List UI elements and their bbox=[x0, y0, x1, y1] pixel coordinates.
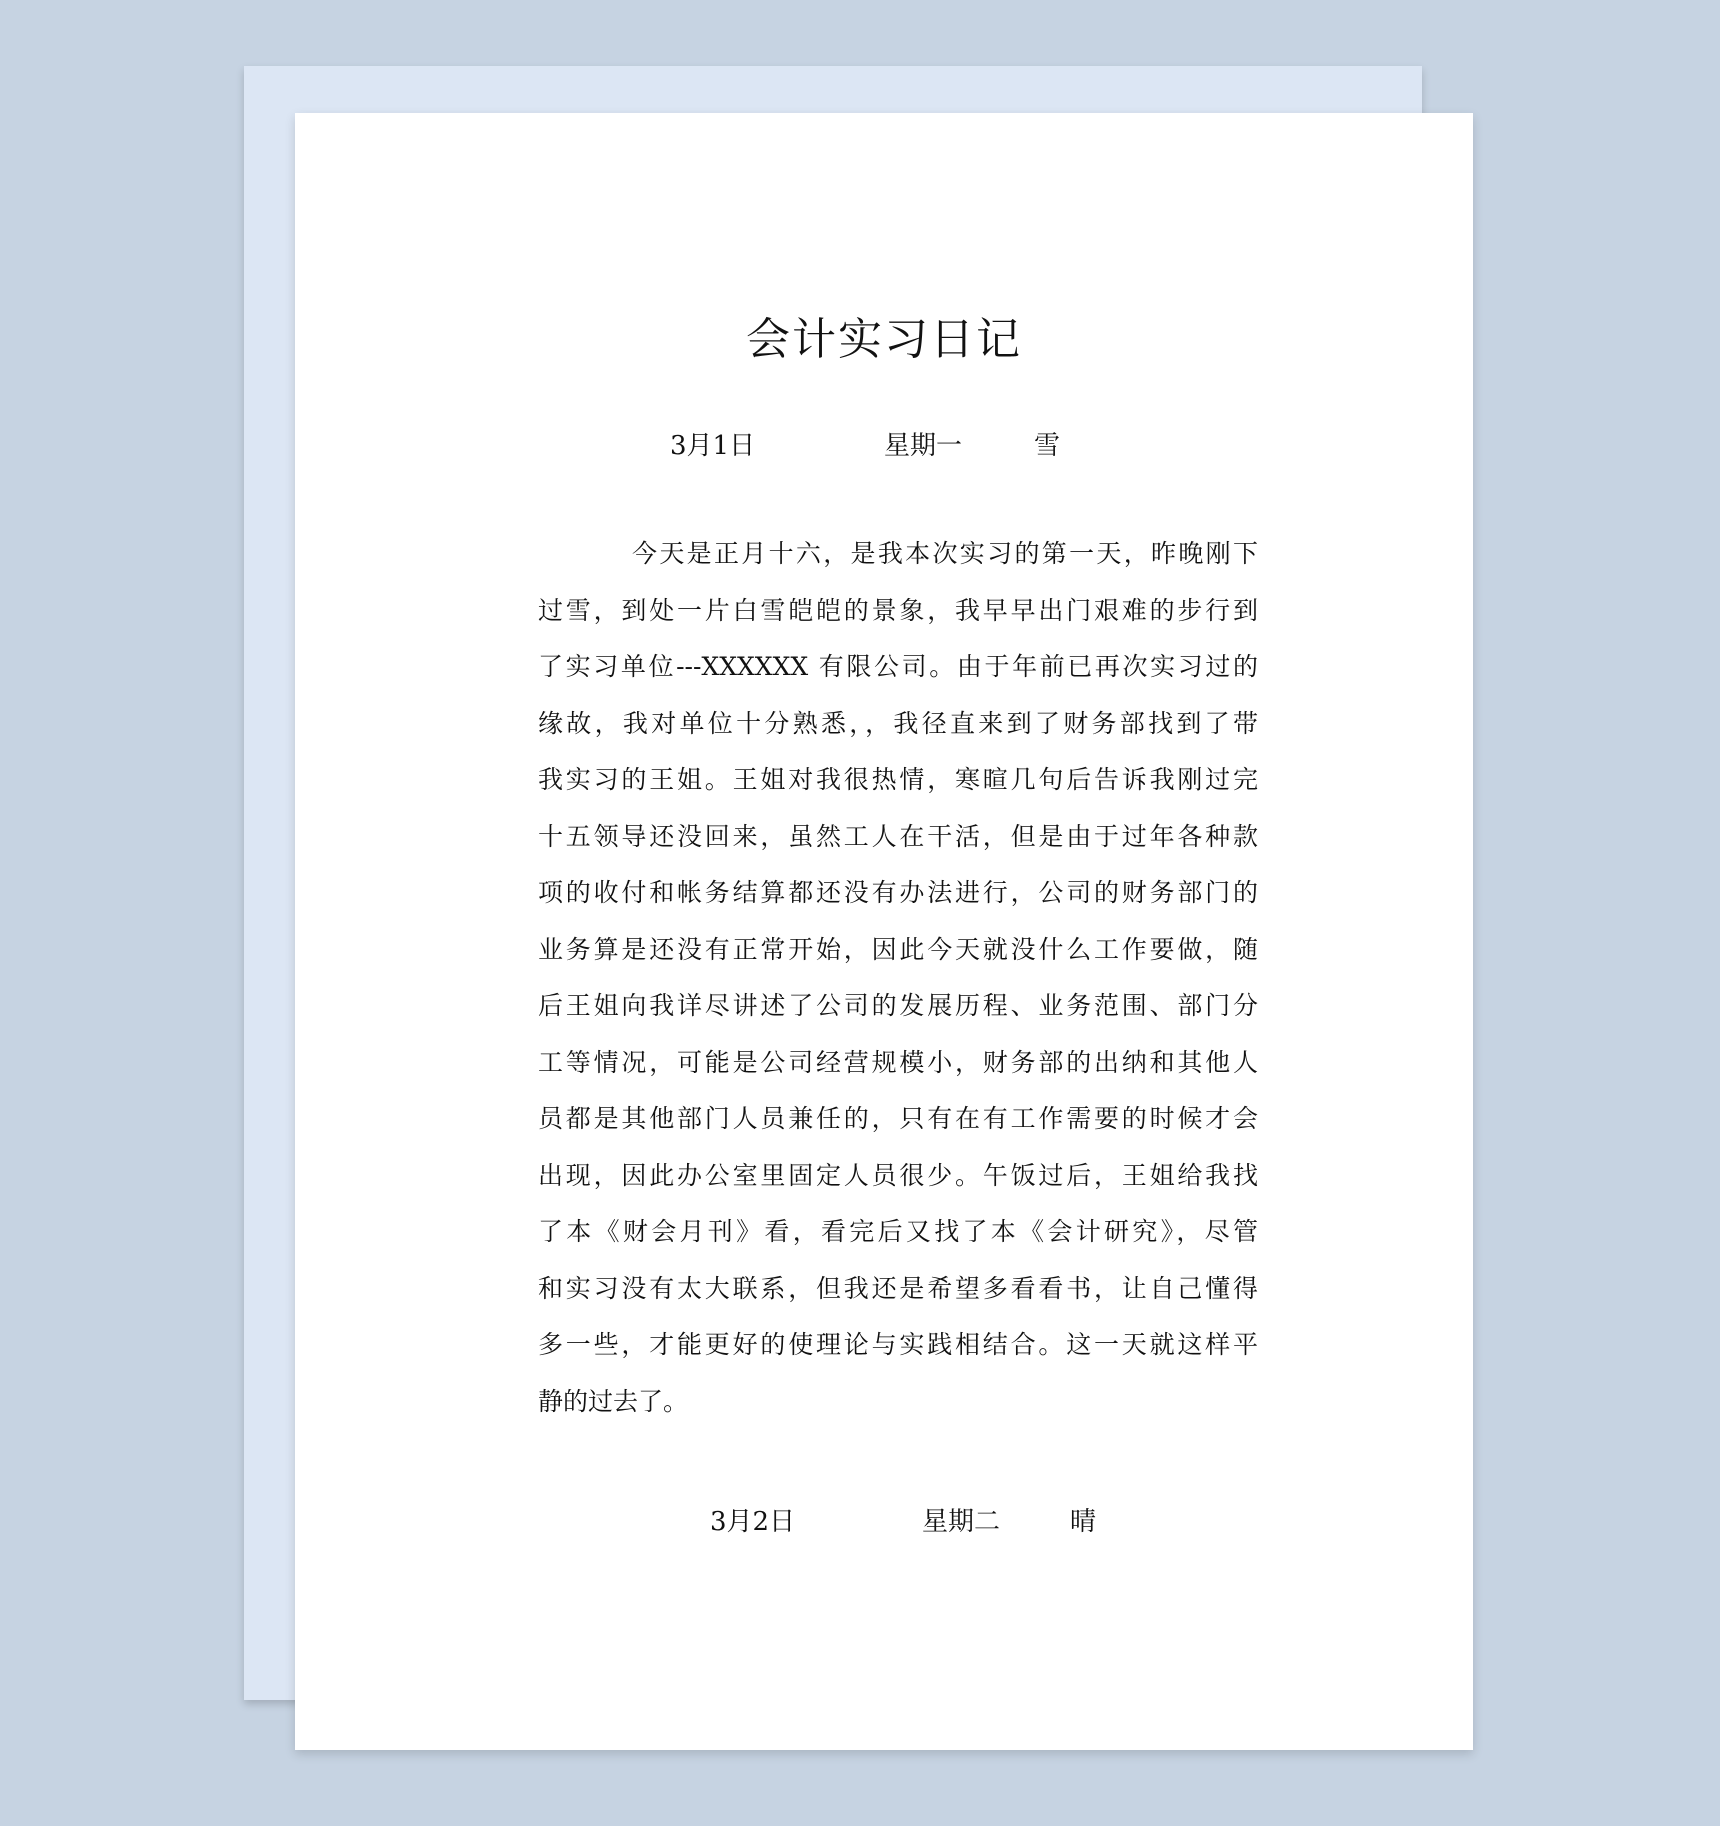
body-line: 缘故，我对单位十分熟悉，，我径直来到了财务部找到了带 bbox=[538, 708, 1258, 738]
body-line: 静的过去了。 bbox=[538, 1386, 689, 1416]
body-line: 我实习的王姐。王姐对我很热情，寒暄几句后告诉我刚过完 bbox=[538, 765, 1258, 794]
document-title: 会计实习日记 bbox=[746, 314, 1022, 365]
entry-weekday: 星期一 bbox=[884, 431, 963, 461]
body-line: 过雪，到处一片白雪皑皑的景象，我早早出门艰难的步行到 bbox=[538, 595, 1258, 625]
body-line: 十五领导还没回来，虽然工人在干活，但是由于过年各种款 bbox=[538, 821, 1258, 851]
entry-header-1 bbox=[295, 425, 1473, 459]
entry-date: 3月1日 bbox=[670, 431, 756, 461]
entry-header-2 bbox=[295, 1501, 1473, 1535]
body-line: 项的收付和帐务结算都还没有办法进行，公司的财务部门的 bbox=[538, 878, 1258, 907]
entry-weekday: 星期二 bbox=[922, 1507, 1001, 1537]
body-line: 了实习单位---XXXXXX 有限公司。由于年前已再次实习过的 bbox=[538, 652, 1258, 681]
body-line: 员都是其他部门人员兼任的，只有在有工作需要的时候才会 bbox=[538, 1104, 1258, 1133]
entry-date: 3月2日 bbox=[710, 1507, 796, 1537]
document-page bbox=[295, 113, 1473, 1750]
entry-weather: 晴 bbox=[1070, 1507, 1097, 1537]
body-line: 多一些，才能更好的使理论与实践相结合。这一天就这样平 bbox=[538, 1330, 1258, 1359]
entry-weather: 雪 bbox=[1034, 431, 1061, 461]
body-line: 出现，因此办公室里固定人员很少。午饭过后，王姐给我找 bbox=[538, 1160, 1258, 1190]
body-line: 今天是正月十六，是我本次实习的第一天，昨晚刚下 bbox=[632, 539, 1258, 568]
body-line: 了本《财会月刊》看，看完后又找了本《会计研究》，尽管 bbox=[538, 1217, 1258, 1246]
body-line: 工等情况，可能是公司经营规模小，财务部的出纳和其他人 bbox=[538, 1047, 1258, 1077]
body-line: 业务算是还没有正常开始，因此今天就没什么工作要做，随 bbox=[538, 934, 1258, 964]
entry-body bbox=[538, 537, 1258, 1441]
body-line: 和实习没有太大联系，但我还是希望多看看书，让自己懂得 bbox=[538, 1273, 1258, 1303]
body-line: 后王姐向我详尽讲述了公司的发展历程、业务范围、部门分 bbox=[538, 991, 1258, 1020]
